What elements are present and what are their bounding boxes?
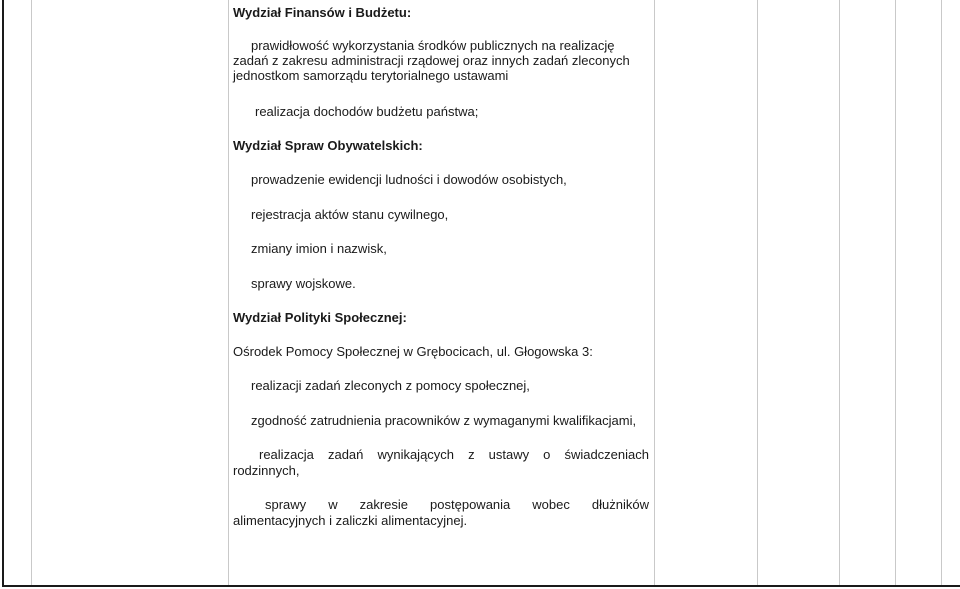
list-item-line: zadań z zakresu administracji rządowej oraz innych zadań zleconych: [233, 53, 630, 68]
list-item: prowadzenie ewidencji ludności i dowodów osobistych,: [251, 172, 567, 187]
list-item: zgodność zatrudnienia pracowników z wymaganymi kwalifikacjami,: [251, 413, 637, 428]
table-bottom-border: [2, 585, 960, 587]
list-item: zmiany imion i nazwisk,: [251, 241, 387, 256]
column-divider: [839, 0, 840, 587]
column-divider: [654, 0, 655, 587]
column-divider: [31, 0, 32, 587]
list-item-line: realizacja zadań wynikających z ustawy o świadczeniach: [259, 447, 649, 462]
list-item-line: jednostkom samorządu terytorialnego ustawami: [233, 68, 509, 83]
list-item-line: sprawy w zakresie postępowania wobec dłużników: [265, 497, 649, 512]
list-item: realizacji zadań zleconych z pomocy społecznej,: [251, 378, 530, 393]
section-heading-finanse: Wydział Finansów i Budżetu:: [233, 5, 412, 20]
section-heading-polityka-spoleczna: Wydział Polityki Społecznej:: [233, 310, 407, 325]
section-heading-sprawy-obywatelskie: Wydział Spraw Obywatelskich:: [233, 138, 423, 153]
list-item: [233, 497, 649, 528]
column-divider: [228, 0, 229, 587]
list-item: rejestracja aktów stanu cywilnego,: [251, 207, 449, 222]
list-item: sprawy wojskowe.: [251, 276, 356, 291]
column-divider: [895, 0, 896, 587]
list-item: [233, 447, 649, 478]
list-item: realizacja dochodów budżetu państwa;: [255, 104, 479, 119]
column-divider: [941, 0, 942, 587]
table-left-border: [2, 0, 4, 587]
column-divider: [757, 0, 758, 587]
section-subheading: Ośrodek Pomocy Społecznej w Grębocicach, ul. Głogowska 3:: [233, 344, 593, 359]
list-item-line: alimentacyjnych i zaliczki alimentacyjnej.: [233, 512, 468, 528]
list-item-line: prawidłowość wykorzystania środków publicznych na realizację: [251, 38, 615, 53]
list-item-line: rodzinnych,: [233, 462, 300, 478]
